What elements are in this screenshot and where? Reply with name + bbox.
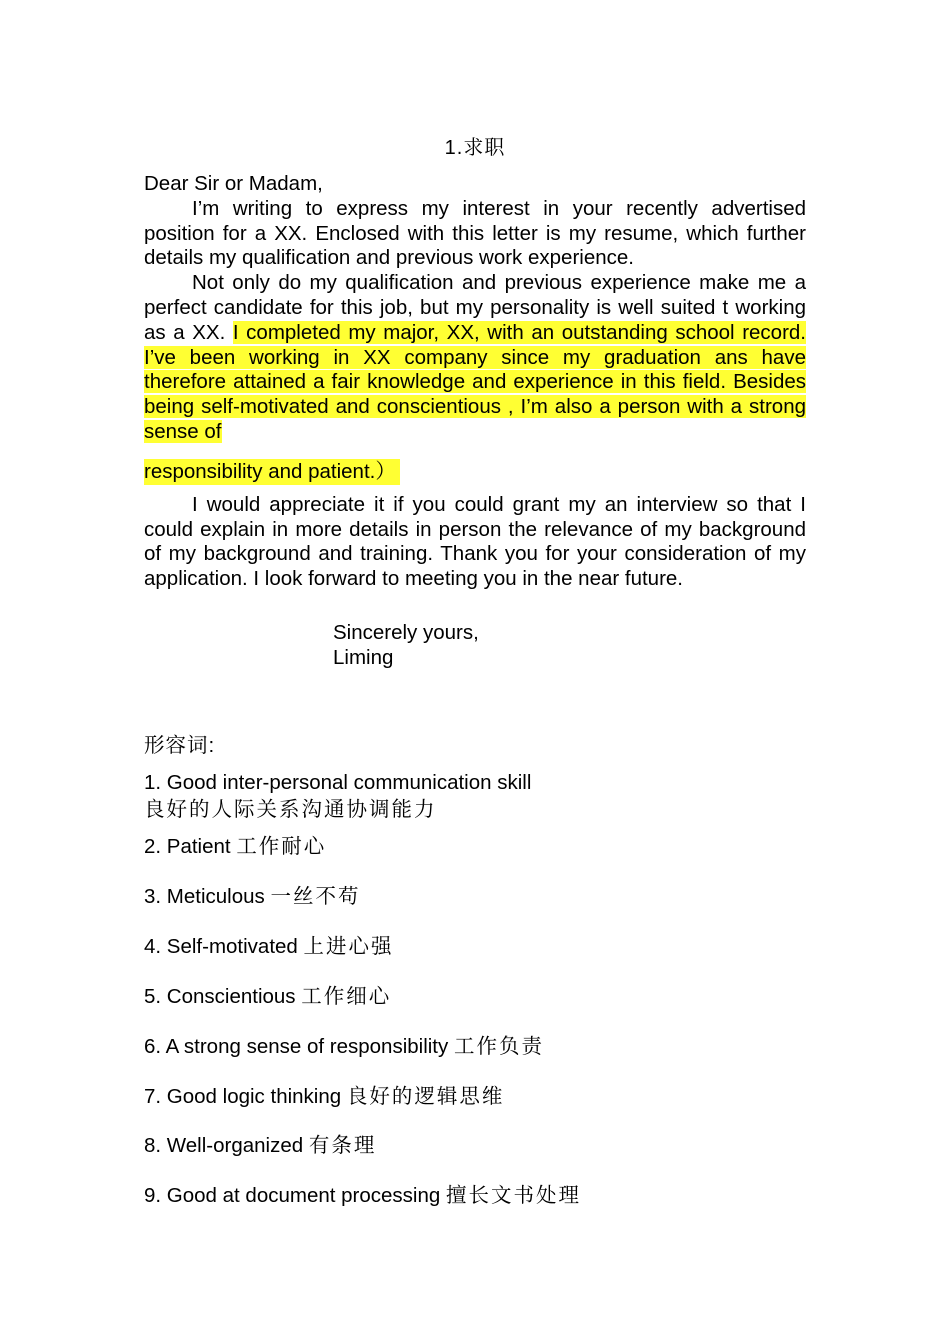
letter-body xyxy=(144,172,806,592)
vocab-item xyxy=(144,883,360,910)
vocab-item xyxy=(144,983,391,1010)
highlighted-text-end: responsibility and patient.） xyxy=(144,459,400,485)
vocabulary-heading: 形容词: xyxy=(144,734,216,757)
vocab-item xyxy=(144,1083,504,1110)
paragraph-qualifications-text: Not only do my qualification and previous experience make me a perfect candidate for this job, but my personality is well suited t working as a XX. xyxy=(144,271,806,344)
paragraph-intro: I’m writing to express my interest in your recently advertised position for a XX. Enclosed with this letter is my resume, which further details my qualification and previous work experience. xyxy=(144,196,806,270)
vocab-item-en: 8. Well-organized xyxy=(144,1134,309,1157)
vocab-item-cn: 上进心强 xyxy=(303,934,394,958)
vocab-item-cn-line xyxy=(144,796,437,822)
vocab-item-en: 2. Patient xyxy=(144,835,237,858)
vocab-item-cn: 良好的人际关系沟通协调能力 xyxy=(144,797,437,821)
page-title: 1.求职 xyxy=(444,137,506,159)
salutation: Dear Sir or Madam, xyxy=(144,172,323,195)
paragraph-qualifications xyxy=(144,271,806,445)
paragraph-qualifications-end xyxy=(144,445,806,485)
vocab-item xyxy=(144,1132,376,1159)
vocab-item-cn: 良好的逻辑思维 xyxy=(346,1084,505,1108)
vocab-item-cn: 一丝不苟 xyxy=(270,884,361,908)
vocab-item-en: 9. Good at document processing xyxy=(144,1184,446,1207)
vocab-item-cn: 工作耐心 xyxy=(236,834,327,858)
vocab-item xyxy=(144,770,531,796)
closing-phrase: Sincerely yours, xyxy=(333,621,479,644)
highlighted-text: I completed my major, XX, with an outstanding school record. I’ve been working in XX company since my graduation ans have therefore attained a fair knowledge and experience in this field. Besides being self-motivated and conscientious , I’m also a person with a strong sense of xyxy=(144,320,806,443)
vocab-item-en: 3. Meticulous xyxy=(144,885,271,908)
vocab-item-cn: 工作负责 xyxy=(453,1034,544,1058)
vocab-item-cn: 有条理 xyxy=(308,1133,377,1157)
vocab-item-en: 7. Good logic thinking xyxy=(144,1085,347,1108)
vocab-item-en: 4. Self-motivated xyxy=(144,935,304,958)
paragraph-closing: I would appreciate it if you could grant my an interview so that I could explain in more details in person the relevance of my background of my background and training. Thank you for your consideration of my application. I look forward to meeting you in the near future. xyxy=(144,492,806,591)
vocab-item xyxy=(144,933,394,960)
vocab-item-en: 5. Conscientious xyxy=(144,985,302,1008)
vocab-item-en: 6. A strong sense of responsibility xyxy=(144,1035,454,1058)
vocab-item xyxy=(144,833,326,860)
vocab-item xyxy=(144,1182,581,1209)
vocab-item-cn: 擅长文书处理 xyxy=(446,1183,581,1207)
vocab-item-cn: 工作细心 xyxy=(301,984,392,1008)
vocab-item-en: 1. Good inter-personal communication skill xyxy=(144,771,532,794)
signature: Liming xyxy=(333,646,394,669)
vocab-item xyxy=(144,1033,544,1060)
